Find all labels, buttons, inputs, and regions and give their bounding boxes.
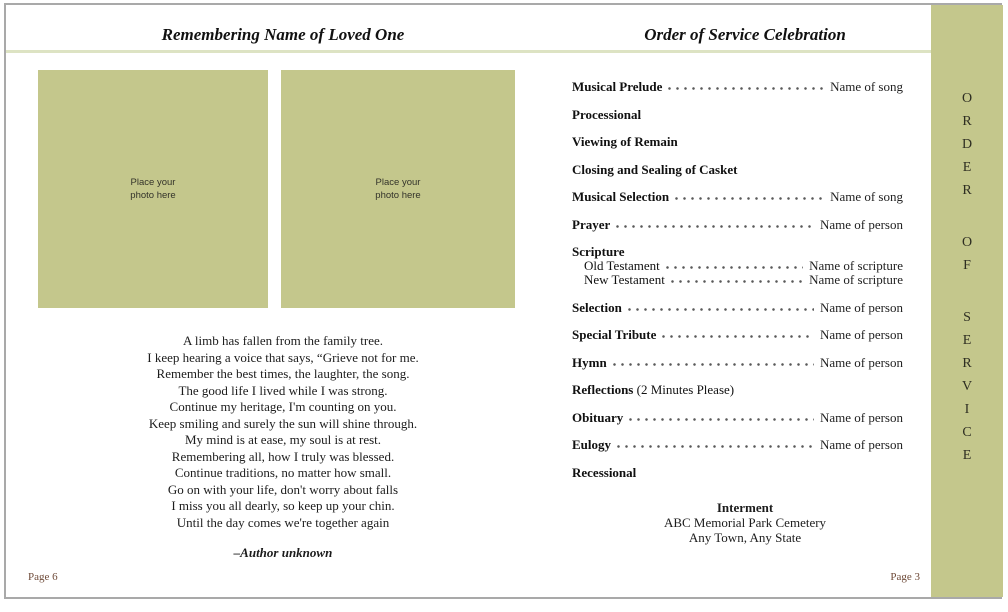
sidebar-letter: E bbox=[962, 448, 972, 463]
sidebar-letter: E bbox=[962, 160, 972, 175]
order-of-service-sidebar bbox=[931, 5, 1003, 597]
service-item-value: Name of scripture bbox=[809, 258, 903, 273]
dotted-leader bbox=[662, 335, 814, 339]
photo-placeholder-line2: photo here bbox=[375, 190, 421, 201]
dotted-leader bbox=[628, 308, 814, 312]
interment-cemetery: ABC Memorial Park Cemetery bbox=[663, 515, 827, 530]
service-item-row bbox=[572, 218, 903, 232]
service-item-row bbox=[572, 163, 903, 177]
service-item-row bbox=[572, 328, 903, 342]
photo-placeholder-line1: Place your bbox=[130, 177, 176, 188]
service-item-value: Name of person bbox=[819, 299, 903, 315]
interment-block bbox=[590, 500, 900, 545]
dotted-leader bbox=[671, 280, 803, 284]
service-item-value: Name of song bbox=[830, 189, 903, 204]
service-item-row bbox=[572, 135, 903, 149]
service-item-label: Scripture bbox=[572, 244, 625, 259]
poem-line: I miss you all dearly, so keep up your chin. bbox=[171, 498, 395, 513]
service-item-label: Eulogy bbox=[572, 437, 612, 452]
service-item-value: Name of person bbox=[819, 354, 903, 370]
poem-line: I keep hearing a voice that says, “Grieve not for me. bbox=[147, 349, 419, 365]
sidebar-letter: O bbox=[961, 235, 973, 250]
service-item-value: Name of scripture bbox=[809, 272, 903, 287]
service-item-row bbox=[572, 80, 903, 94]
poem-line: The good life I lived while I was strong. bbox=[178, 382, 388, 398]
service-item-row bbox=[572, 466, 903, 480]
service-subitem-row bbox=[572, 273, 903, 287]
service-item-label: Processional bbox=[572, 106, 642, 122]
service-item-row bbox=[572, 190, 903, 204]
dotted-leader bbox=[666, 266, 803, 270]
photo-placeholder-text bbox=[375, 176, 420, 202]
service-item-label: Musical Prelude bbox=[572, 79, 663, 94]
poem-line: Continue traditions, no matter how small. bbox=[174, 465, 392, 480]
service-item-value: Name of person bbox=[819, 327, 903, 342]
sidebar-letter: R bbox=[962, 183, 972, 198]
dotted-leader bbox=[629, 418, 814, 422]
poem-line: Remembering all, how I truly was blessed. bbox=[171, 448, 395, 464]
service-item-row bbox=[572, 356, 903, 370]
sidebar-letter: F bbox=[963, 258, 971, 273]
dotted-leader bbox=[613, 363, 814, 367]
sidebar-letter: I bbox=[964, 402, 970, 417]
service-item-label: Viewing of Remain bbox=[572, 134, 678, 149]
left-page-number: Page 6 bbox=[28, 571, 58, 583]
poem-line: Continue my heritage, I'm counting on you. bbox=[169, 399, 397, 414]
service-item-label: Obituary bbox=[572, 409, 624, 425]
dotted-leader bbox=[616, 225, 814, 229]
service-item-note: (2 Minutes Please) bbox=[633, 382, 735, 397]
service-item-label: New Testament bbox=[584, 272, 665, 287]
service-subitem-row bbox=[572, 259, 903, 273]
service-item-value: Name of song bbox=[830, 79, 903, 94]
photo-placeholder-1[interactable] bbox=[38, 70, 268, 308]
service-item-label: Prayer bbox=[572, 216, 611, 232]
service-item-label: Closing and Sealing of Casket bbox=[572, 161, 738, 177]
order-of-service-list bbox=[572, 80, 903, 493]
service-item-row bbox=[572, 301, 903, 315]
sidebar-letter: O bbox=[961, 91, 973, 106]
photo-placeholder-text bbox=[130, 176, 175, 202]
sidebar-letter: R bbox=[962, 114, 972, 129]
service-item-label: Musical Selection bbox=[572, 189, 670, 204]
service-item-label: Old Testament bbox=[584, 258, 660, 273]
service-item-label: Special Tribute bbox=[572, 327, 657, 342]
service-item-value: Name of person bbox=[819, 409, 903, 425]
poem-line: A limb has fallen from the family tree. bbox=[183, 333, 383, 348]
service-item-value: Name of person bbox=[819, 437, 903, 452]
service-item-row bbox=[572, 108, 903, 122]
sidebar-letter: D bbox=[961, 137, 973, 152]
header-divider-rule bbox=[6, 50, 931, 53]
photo-placeholder-line2: photo here bbox=[130, 190, 176, 201]
dotted-leader bbox=[668, 87, 824, 91]
sidebar-letter: S bbox=[963, 310, 971, 325]
interment-location: Any Town, Any State bbox=[688, 530, 802, 545]
sidebar-letter: V bbox=[961, 379, 973, 394]
service-item-row bbox=[572, 245, 903, 259]
service-item-label: Reflections bbox=[572, 382, 634, 397]
service-item-value: Name of person bbox=[819, 216, 903, 232]
service-item-row bbox=[572, 438, 903, 452]
left-page-title: Remembering Name of Loved One bbox=[161, 25, 405, 44]
poem-line: Keep smiling and surely the sun will shine through. bbox=[148, 415, 418, 431]
poem-line: My mind is at ease, my soul is at rest. bbox=[184, 432, 382, 447]
poem-line: Remember the best times, the laughter, the song. bbox=[156, 366, 410, 381]
sidebar-letter: R bbox=[962, 356, 972, 371]
dotted-leader bbox=[675, 197, 824, 201]
photo-placeholder-2[interactable] bbox=[281, 70, 515, 308]
poem-line: Go on with your life, don't worry about falls bbox=[167, 481, 399, 497]
right-page-title: Order of Service Celebration bbox=[644, 25, 846, 44]
service-item-row bbox=[572, 411, 903, 425]
memorial-poem bbox=[33, 333, 533, 531]
service-item-label: Recessional bbox=[572, 464, 637, 480]
service-item-row bbox=[572, 383, 903, 397]
sidebar-letter: E bbox=[962, 333, 972, 348]
interment-title: Interment bbox=[716, 500, 774, 515]
dotted-leader bbox=[617, 445, 814, 449]
service-item-label: Selection bbox=[572, 299, 622, 315]
sidebar-letter: C bbox=[962, 425, 972, 440]
photo-placeholder-line1: Place your bbox=[375, 177, 421, 188]
poem-attribution: –Author unknown bbox=[233, 545, 333, 560]
right-page-number: Page 3 bbox=[890, 571, 920, 583]
poem-line: Until the day comes we're together again bbox=[176, 514, 390, 530]
service-item-label: Hymn bbox=[572, 354, 607, 370]
